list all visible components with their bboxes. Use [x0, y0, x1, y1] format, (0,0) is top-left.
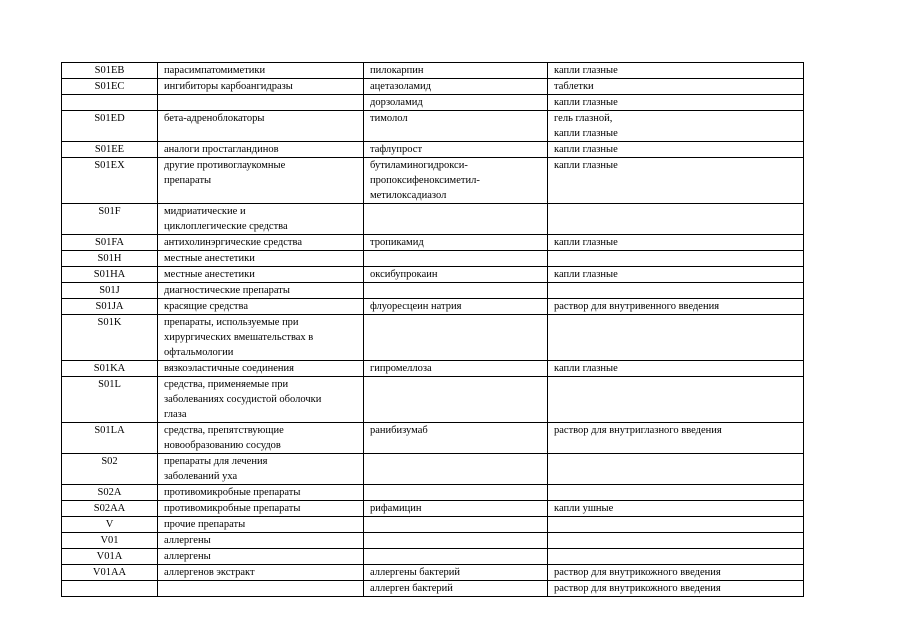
pharmacological-group-cell: прочие препараты: [158, 517, 364, 533]
dosage-form-cell: [548, 533, 804, 549]
pharmacological-group-cell: препараты для лечения заболеваний уха: [158, 454, 364, 485]
dosage-form-cell: раствор для внутриглазного введения: [548, 423, 804, 454]
dosage-form-cell: капли глазные: [548, 267, 804, 283]
dosage-form-cell: [548, 485, 804, 501]
atc-code-cell: S02: [62, 454, 158, 485]
table-row: [62, 158, 804, 204]
drug-name-cell: [364, 377, 548, 423]
table-row: [62, 299, 804, 315]
drug-name-cell: тафлупрост: [364, 142, 548, 158]
dosage-form-cell: капли глазные: [548, 63, 804, 79]
drug-name-cell: бутиламиногидрокси- пропоксифеноксиметил- метилоксадиазол: [364, 158, 548, 204]
atc-code-cell: S01ED: [62, 111, 158, 142]
drug-name-cell: оксибупрокаин: [364, 267, 548, 283]
pharmacological-group-cell: аллергены: [158, 549, 364, 565]
pharmacological-group-cell: диагностические препараты: [158, 283, 364, 299]
dosage-form-cell: [548, 517, 804, 533]
drug-name-cell: пилокарпин: [364, 63, 548, 79]
atc-code-cell: S01F: [62, 204, 158, 235]
drug-name-cell: ацетазоламид: [364, 79, 548, 95]
pharmacological-group-cell: препараты, используемые при хирургических вмешательствах в офтальмологии: [158, 315, 364, 361]
atc-code-cell: S02A: [62, 485, 158, 501]
atc-code-cell: V01A: [62, 549, 158, 565]
dosage-form-cell: [548, 454, 804, 485]
table-row: [62, 204, 804, 235]
atc-code-cell: S01FA: [62, 235, 158, 251]
atc-code-cell: S01K: [62, 315, 158, 361]
table-row: [62, 235, 804, 251]
dosage-form-cell: капли глазные: [548, 142, 804, 158]
drug-name-cell: рифамицин: [364, 501, 548, 517]
drug-name-cell: флуоресцеин натрия: [364, 299, 548, 315]
dosage-form-cell: капли глазные: [548, 158, 804, 204]
pharmacological-group-cell: противомикробные препараты: [158, 485, 364, 501]
pharmacological-group-cell: другие противоглаукомные препараты: [158, 158, 364, 204]
dosage-form-cell: гель глазной, капли глазные: [548, 111, 804, 142]
dosage-form-cell: [548, 377, 804, 423]
table-row: [62, 565, 804, 581]
table-row: [62, 63, 804, 79]
table-row: [62, 267, 804, 283]
drug-name-cell: [364, 315, 548, 361]
drug-name-cell: гипромеллоза: [364, 361, 548, 377]
dosage-form-cell: раствор для внутрикожного введения: [548, 565, 804, 581]
pharmacological-group-cell: аллергены: [158, 533, 364, 549]
table-row: [62, 315, 804, 361]
atc-code-cell: [62, 95, 158, 111]
pharmacological-group-cell: противомикробные препараты: [158, 501, 364, 517]
table-row: [62, 283, 804, 299]
table-row: [62, 142, 804, 158]
atc-code-cell: S01EE: [62, 142, 158, 158]
table-row: [62, 533, 804, 549]
table-row: [62, 517, 804, 533]
drug-classification-table: [61, 62, 804, 597]
pharmacological-group-cell: местные анестетики: [158, 267, 364, 283]
atc-code-cell: S01EX: [62, 158, 158, 204]
atc-code-cell: [62, 581, 158, 597]
pharmacological-group-cell: средства, применяемые при заболеваниях сосудистой оболочки глаза: [158, 377, 364, 423]
atc-code-cell: S01HA: [62, 267, 158, 283]
table-body: [62, 63, 804, 597]
pharmacological-group-cell: средства, препятствующие новообразованию сосудов: [158, 423, 364, 454]
drug-name-cell: аллергены бактерий: [364, 565, 548, 581]
table-row: [62, 361, 804, 377]
table-row: [62, 95, 804, 111]
drug-name-cell: [364, 283, 548, 299]
drug-name-cell: [364, 251, 548, 267]
table-row: [62, 79, 804, 95]
drug-name-cell: [364, 485, 548, 501]
dosage-form-cell: капли глазные: [548, 361, 804, 377]
drug-name-cell: [364, 533, 548, 549]
dosage-form-cell: капли глазные: [548, 95, 804, 111]
atc-code-cell: S01J: [62, 283, 158, 299]
atc-code-cell: V01: [62, 533, 158, 549]
table-row: [62, 251, 804, 267]
dosage-form-cell: [548, 251, 804, 267]
pharmacological-group-cell: мидриатические и циклоплегические средства: [158, 204, 364, 235]
atc-code-cell: S01KA: [62, 361, 158, 377]
table-row: [62, 111, 804, 142]
table-row: [62, 549, 804, 565]
atc-code-cell: S01L: [62, 377, 158, 423]
atc-code-cell: V: [62, 517, 158, 533]
dosage-form-cell: [548, 549, 804, 565]
atc-code-cell: S01LA: [62, 423, 158, 454]
drug-name-cell: тимолол: [364, 111, 548, 142]
table-row: [62, 377, 804, 423]
drug-name-cell: [364, 549, 548, 565]
table-row: [62, 485, 804, 501]
dosage-form-cell: капли ушные: [548, 501, 804, 517]
pharmacological-group-cell: ингибиторы карбоангидразы: [158, 79, 364, 95]
pharmacological-group-cell: вязкоэластичные соединения: [158, 361, 364, 377]
drug-name-cell: [364, 517, 548, 533]
drug-name-cell: [364, 454, 548, 485]
table-row: [62, 501, 804, 517]
dosage-form-cell: [548, 315, 804, 361]
drug-name-cell: аллерген бактерий: [364, 581, 548, 597]
dosage-form-cell: [548, 204, 804, 235]
table-row: [62, 454, 804, 485]
atc-code-cell: S01EC: [62, 79, 158, 95]
dosage-form-cell: капли глазные: [548, 235, 804, 251]
drug-name-cell: [364, 204, 548, 235]
pharmacological-group-cell: красящие средства: [158, 299, 364, 315]
table-row: [62, 423, 804, 454]
pharmacological-group-cell: [158, 581, 364, 597]
dosage-form-cell: [548, 283, 804, 299]
pharmacological-group-cell: аналоги простагландинов: [158, 142, 364, 158]
drug-name-cell: дорзоламид: [364, 95, 548, 111]
atc-code-cell: S01H: [62, 251, 158, 267]
pharmacological-group-cell: аллергенов экстракт: [158, 565, 364, 581]
pharmacological-group-cell: бета-адреноблокаторы: [158, 111, 364, 142]
drug-name-cell: тропикамид: [364, 235, 548, 251]
table-row: [62, 581, 804, 597]
dosage-form-cell: раствор для внутривенного введения: [548, 299, 804, 315]
pharmacological-group-cell: [158, 95, 364, 111]
dosage-form-cell: раствор для внутрикожного введения: [548, 581, 804, 597]
pharmacological-group-cell: местные анестетики: [158, 251, 364, 267]
atc-code-cell: S01EB: [62, 63, 158, 79]
atc-code-cell: V01AA: [62, 565, 158, 581]
atc-code-cell: S01JA: [62, 299, 158, 315]
atc-code-cell: S02AA: [62, 501, 158, 517]
dosage-form-cell: таблетки: [548, 79, 804, 95]
pharmacological-group-cell: парасимпатомиметики: [158, 63, 364, 79]
drug-name-cell: ранибизумаб: [364, 423, 548, 454]
pharmacological-group-cell: антихолинэргические средства: [158, 235, 364, 251]
